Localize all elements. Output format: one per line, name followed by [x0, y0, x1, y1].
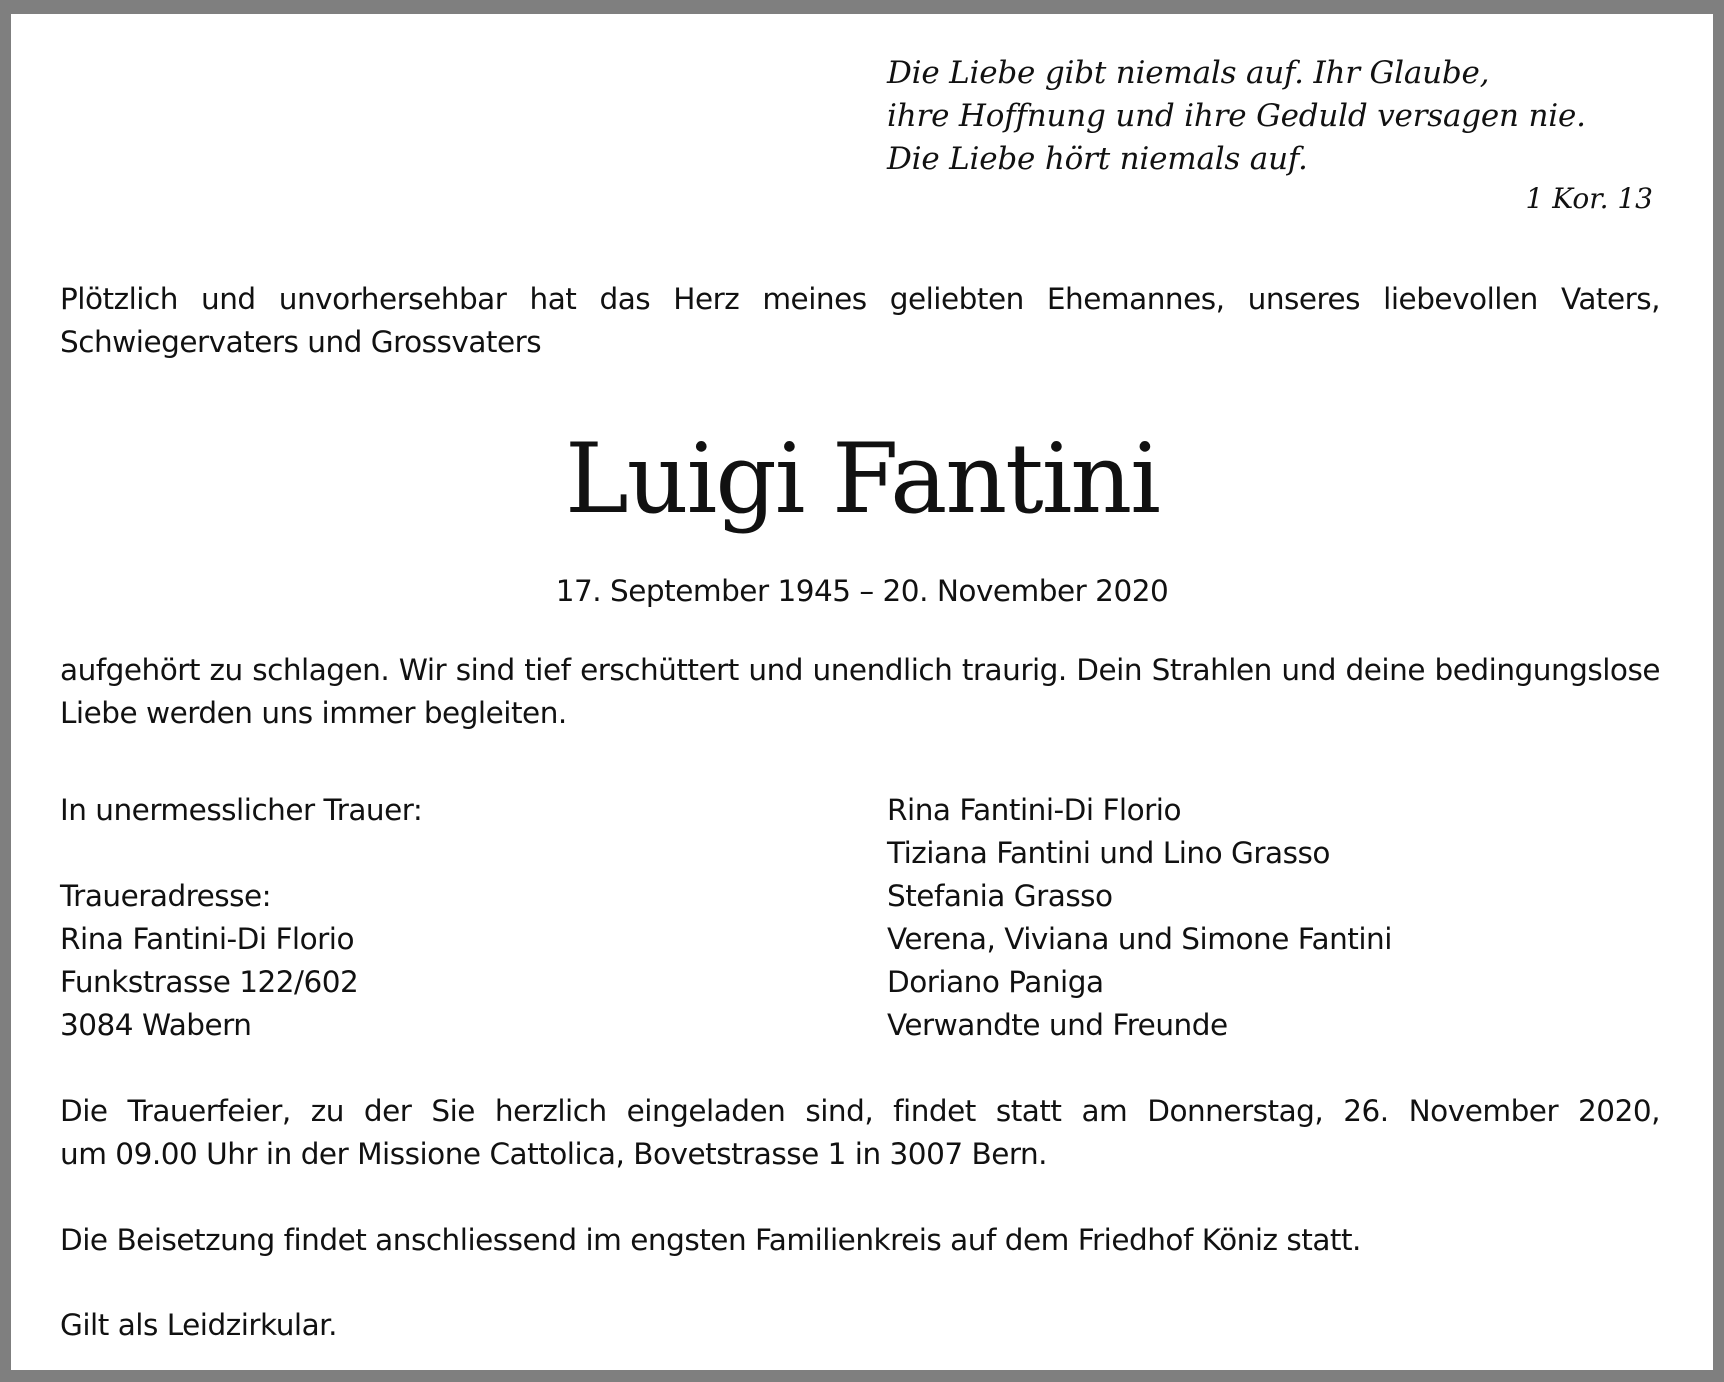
mourning-address-column	[60, 789, 422, 1047]
verse-reference: 1 Kor. 13	[1525, 182, 1653, 215]
deceased-name: Luigi Fantini	[565, 423, 1159, 535]
mourners-list	[887, 789, 1392, 1047]
spacer	[60, 832, 422, 875]
mourner-name: Verena, Viviana und Simone Fantini	[887, 922, 1392, 956]
circular-paragraph	[60, 1304, 1660, 1347]
bible-verse	[887, 52, 1647, 181]
ceremony-line: Die Trauerfeier, zu der Sie herzlich eingeladen sind, findet statt am Donnerstag, 26. November 2020,	[60, 1094, 1660, 1128]
intro-paragraph	[60, 278, 1660, 364]
mourning-label: In unermesslicher Trauer:	[60, 793, 423, 827]
address-label: Traueradresse:	[60, 879, 272, 913]
mourner-name: Stefania Grasso	[887, 879, 1113, 913]
verse-line: Die Liebe hört niemals auf.	[887, 141, 1308, 177]
mourner-name: Verwandte und Freunde	[887, 1008, 1228, 1042]
circular-text: Gilt als Leidzirkular.	[60, 1308, 337, 1342]
verse-line: Die Liebe gibt niemals auf. Ihr Glaube,	[887, 55, 1490, 91]
address-line: 3084 Wabern	[60, 1008, 252, 1042]
mourner-name: Doriano Paniga	[887, 965, 1104, 999]
ceremony-line: um 09.00 Uhr in der Missione Cattolica, Bovetstrasse 1 in 3007 Bern.	[60, 1137, 1048, 1171]
message-paragraph	[60, 649, 1660, 735]
burial-paragraph	[60, 1219, 1660, 1262]
address-line: Rina Fantini-Di Florio	[60, 922, 355, 956]
message-line: Liebe werden uns immer begleiten.	[60, 696, 567, 730]
mourner-name: Tiziana Fantini und Lino Grasso	[887, 836, 1330, 870]
address-line: Funkstrasse 122/602	[60, 965, 359, 999]
intro-line: Plötzlich und unvorhersehbar hat das Herz meines geliebten Ehemannes, unseres liebevollen Vaters,	[60, 282, 1660, 316]
burial-text: Die Beisetzung findet anschliessend im engsten Familienkreis auf dem Friedhof Köniz statt.	[60, 1223, 1361, 1257]
life-dates: 17. September 1945 – 20. November 2020	[555, 574, 1169, 608]
intro-line: Schwiegervaters und Grossvaters	[60, 325, 542, 359]
message-line: aufgehört zu schlagen. Wir sind tief erschüttert und unendlich traurig. Dein Strahlen und deine bedingungslose	[60, 653, 1660, 687]
verse-line: ihre Hoffnung und ihre Geduld versagen nie.	[887, 98, 1586, 134]
ceremony-paragraph	[60, 1090, 1660, 1176]
mourner-name: Rina Fantini-Di Florio	[887, 793, 1182, 827]
obituary-page	[11, 14, 1713, 1370]
